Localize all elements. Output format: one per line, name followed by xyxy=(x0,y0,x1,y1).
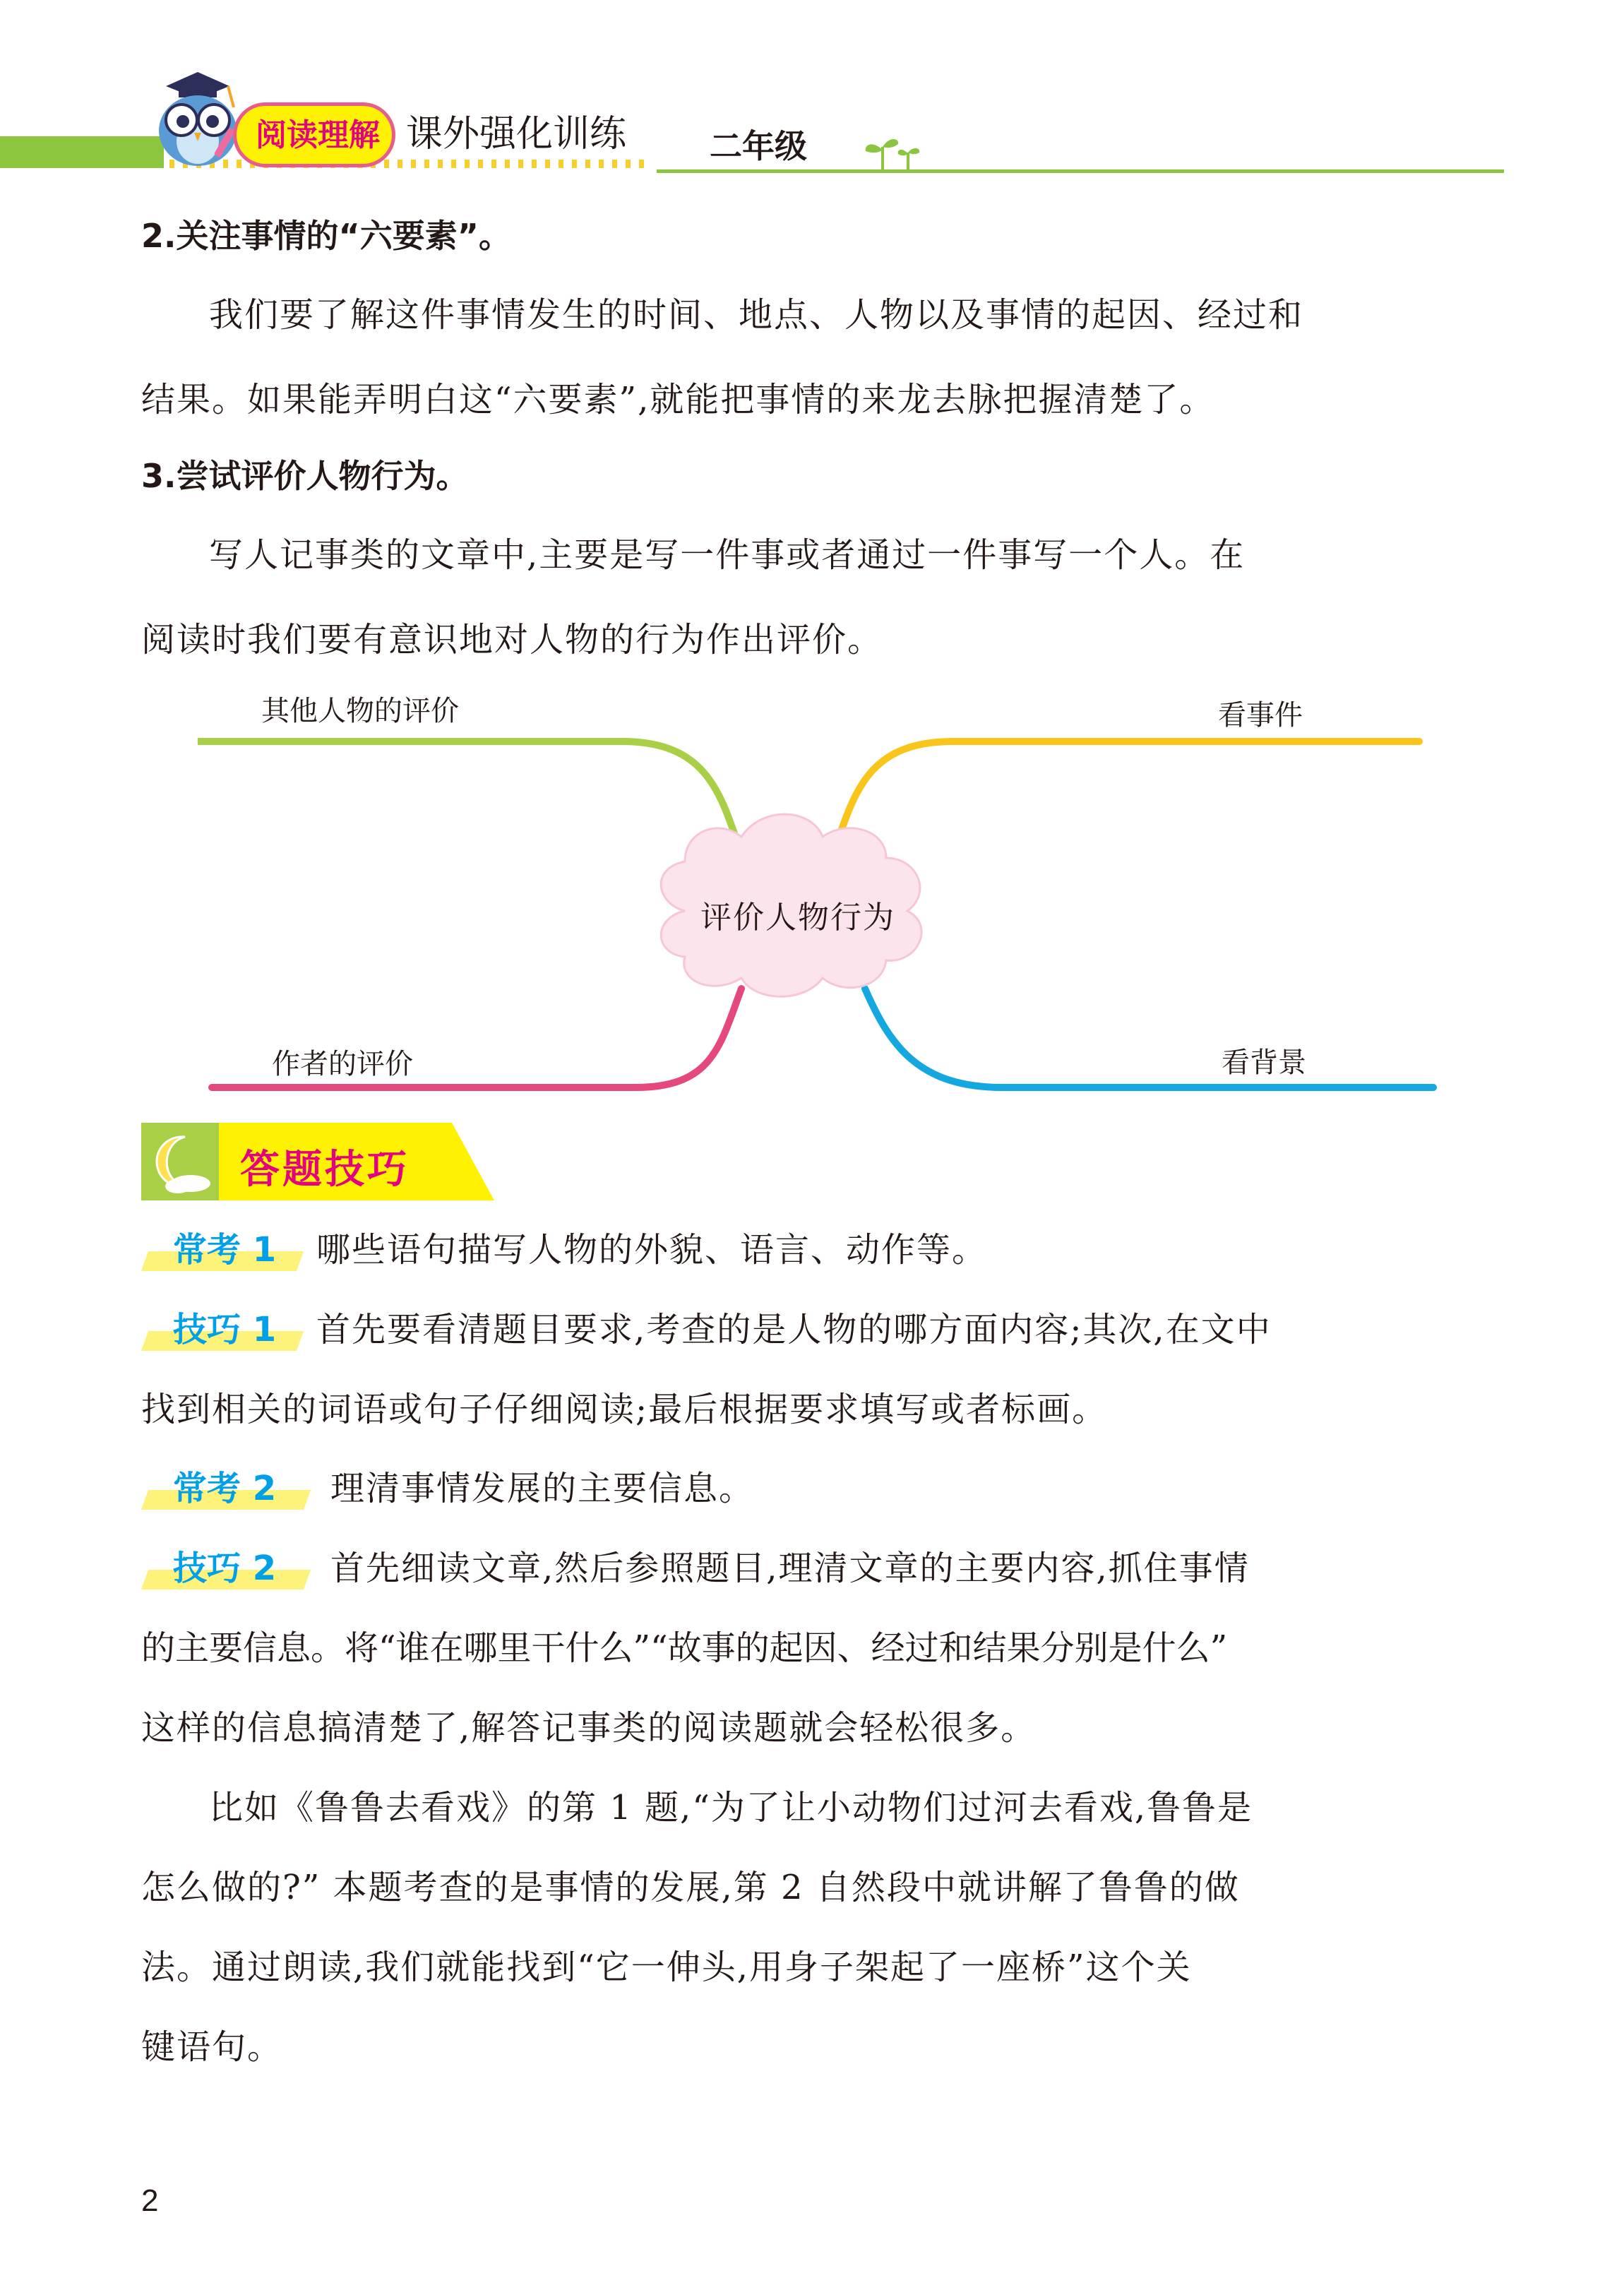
branch-top-right xyxy=(833,741,1419,854)
tag-changkao-2: 常考 2 xyxy=(173,1469,277,1508)
page-number: 2 xyxy=(141,2183,159,2218)
jiqiao-2-line: 的主要信息。将“谁在哪里干什么”“故事的起因、经过和结果分别是什么” xyxy=(141,1628,1228,1668)
section-3-paragraph xyxy=(141,513,1493,682)
section-heading-2: 2.关注事情的“六要素”。 xyxy=(141,217,511,255)
paragraph-line: 结果。如果能弄明白这“六要素”,就能把事情的来龙去脉把握清楚了。 xyxy=(141,380,1215,419)
branch-bottom-right xyxy=(865,989,1433,1087)
example-line: 法。通过朗读,我们就能找到“它一伸头,用身子架起了一座桥”这个关 xyxy=(141,1948,1192,1987)
jiqiao-1-line: 找到相关的词语或句子仔细阅读;最后根据要求填写或者标画。 xyxy=(141,1390,1108,1429)
section-heading-3: 3.尝试评价人物行为。 xyxy=(141,457,469,495)
mind-map-label-top-left: 其他人物的评价 xyxy=(261,695,459,727)
jiqiao-2-line: 首先细读文章,然后参照题目,理清文章的主要内容,抓住事情 xyxy=(330,1549,1250,1588)
tag-jiqiao-1: 技巧 1 xyxy=(173,1310,277,1349)
header-rule xyxy=(657,169,1504,173)
example-line: 键语句。 xyxy=(141,2027,283,2067)
tag-changkao-1: 常考 1 xyxy=(173,1230,277,1270)
mind-map-label-top-right: 看事件 xyxy=(1218,699,1303,732)
jiqiao-2-line: 这样的信息搞清楚了,解答记事类的阅读题就会轻松很多。 xyxy=(141,1708,1037,1748)
mind-map-label-bottom-left: 作者的评价 xyxy=(272,1048,413,1080)
changkao-2-text: 理清事情发展的主要信息。 xyxy=(330,1469,755,1508)
header-grade: 二年级 xyxy=(710,127,807,165)
section-2-paragraph xyxy=(141,273,1493,442)
jiqiao-1-line: 首先要看清题目要求,考查的是人物的哪方面内容;其次,在文中 xyxy=(316,1310,1272,1349)
banner-title: 答题技巧 xyxy=(240,1147,410,1193)
tag-jiqiao-2: 技巧 2 xyxy=(173,1549,277,1588)
changkao-1-text: 哪些语句描写人物的外貌、语言、动作等。 xyxy=(316,1230,988,1270)
branch-top-left xyxy=(198,741,741,854)
paragraph-line: 我们要了解这件事情发生的时间、地点、人物以及事情的起因、经过和 xyxy=(209,295,1304,335)
paragraph-line: 写人记事类的文章中,主要是写一件事或者通过一件事写一个人。在 xyxy=(209,535,1246,575)
header-subtitle: 课外强化训练 xyxy=(406,113,627,155)
mind-map-center-label: 评价人物行为 xyxy=(700,900,895,936)
sprout-icon xyxy=(861,121,925,171)
example-line: 怎么做的?” 本题考查的是事情的发展,第 2 自然段中就讲解了鲁鲁的做 xyxy=(141,1868,1240,1907)
example-line: 比如《鲁鲁去看戏》的第 1 题,“为了让小动物们过河去看戏,鲁鲁是 xyxy=(209,1788,1253,1827)
paragraph-line: 阅读时我们要有意识地对人物的行为作出评价。 xyxy=(141,620,883,660)
header-badge-text: 阅读理解 xyxy=(256,117,380,153)
mind-map-label-bottom-right: 看背景 xyxy=(1222,1046,1306,1079)
